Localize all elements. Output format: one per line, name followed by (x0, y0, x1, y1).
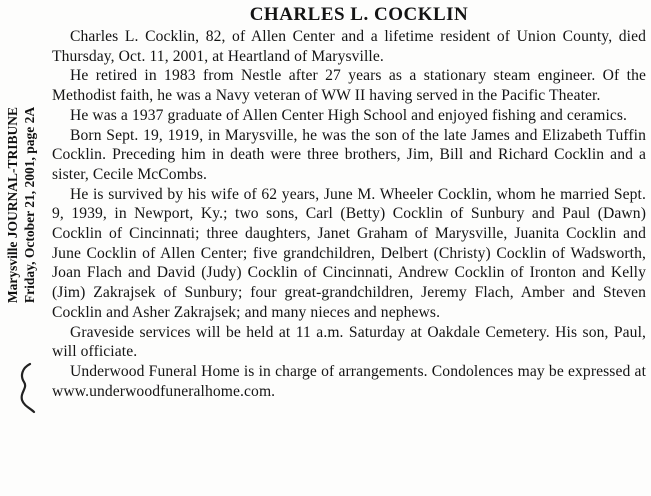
source-caption-publication: Marysville JOURNAL-TRIBUNE (5, 106, 20, 304)
obituary-paragraph-arrangements: Underwood Funeral Home is in charge of arrangements. Condolences may be expressed at www.underwoodfuneralhome.com. (52, 362, 646, 400)
source-caption (4, 5, 48, 405)
obituary-clipping (52, 4, 646, 492)
obituary-paragraph-birth: Born Sept. 19, 1919, in Marysville, he was the son of the late James and Elizabeth Tuffin Cocklin. Preceding him in death were three brothers, Jim, Bill and Richard Cocklin and a sister, Cecile McCombs. (52, 126, 646, 183)
obituary-paragraph-death: Charles L. Cocklin, 82, of Allen Center and a lifetime resident of Union County, died Thursday, Oct. 11, 2001, at Heartland of Marysville. (52, 28, 646, 65)
obituary-paragraph-career: He retired in 1983 from Nestle after 27 years as a stationary steam engineer. Of the Methodist faith, he was a Navy veteran of WW II having served in the Pacific Theater. (52, 67, 646, 105)
handwritten-bracket-mark (16, 362, 38, 414)
obituary-paragraph-education: He was a 1937 graduate of Allen Center High School and enjoyed fishing and ceramics. (70, 106, 628, 124)
obituary-paragraph-services: Graveside services will be held at 11 a.m. Saturday at Oakdale Cemetery. His son, Paul, will officiate. (52, 323, 646, 361)
obituary-paragraph-survivors: He is survived by his wife of 62 years, June M. Wheeler Cocklin, whom he married Sept. 9, 1939, in Newport, Ky.; two sons, Carl (Betty) Cocklin of Sunbury and Paul (Dawn) Cocklin of Cincinnati; three daughters, Janet Graham of Marysville, Juanita Cocklin and June Cocklin of Allen Center; five grandchildren, Delbert (Christy) Cocklin of Wadsworth, Joan Flach and David (Judy) Cocklin of Cincinnati, Andrew Cocklin of Ironton and Kelly (Jim) Zakrajsek of Sunbury; four great-grandchildren, Jeremy Flach, Amber and Steven Cocklin and Asher Zakrajsek; and many nieces and nephews. (52, 185, 646, 321)
source-caption-date: Friday, October 21, 2001, page 2A (22, 106, 37, 304)
obituary-headline: CHARLES L. COCKLIN (249, 4, 469, 25)
